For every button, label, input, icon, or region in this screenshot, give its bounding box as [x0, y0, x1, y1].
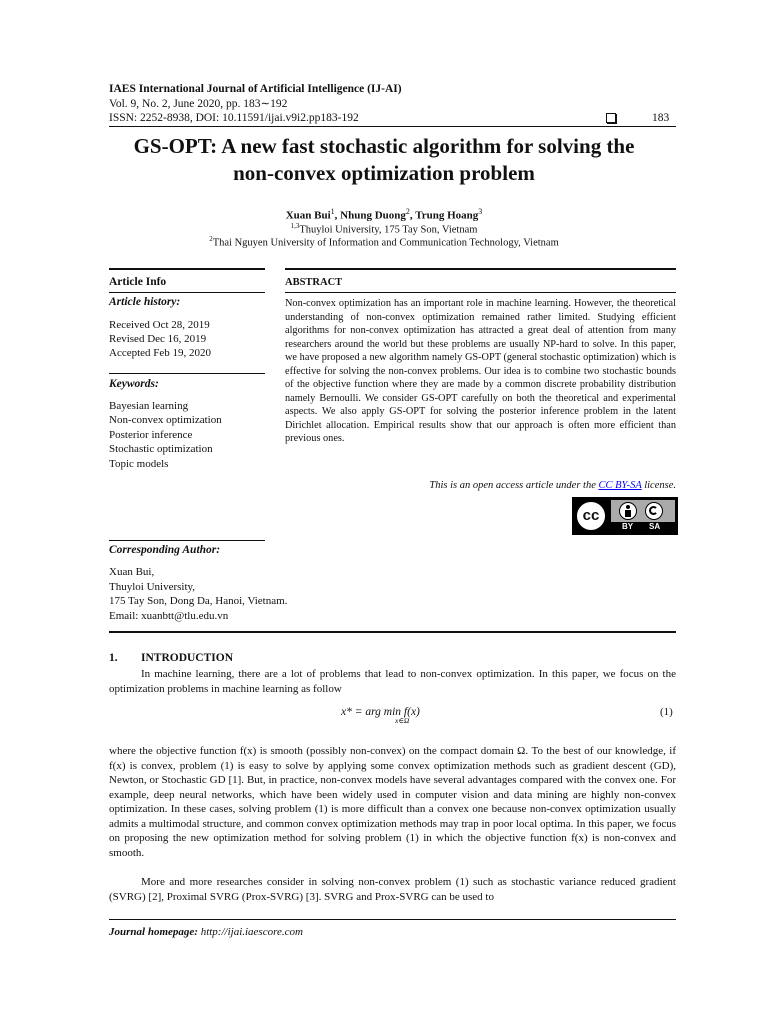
history-heading: Article history:: [109, 296, 181, 308]
share-alike-icon: [645, 502, 663, 520]
accepted-date: Accepted Feb 19, 2020: [109, 347, 212, 359]
affiliation-1: $^{1,3}$Thuyloi University, 175 Tay Son, Vietnam: [290, 222, 478, 236]
article-info-heading: Article Info: [109, 276, 167, 288]
license-line: This is an open access article under the CC BY-SA license.: [429, 480, 676, 491]
keyword-item: Bayesian learning: [109, 400, 189, 412]
article-info-rule: [109, 292, 265, 293]
corresponding-institution: Thuyloi University,: [109, 581, 196, 593]
abstract-text: Non-convex optimization has an important role in machine learning. However, the theoretical understanding of non-convex optimization remained rather limited. Studying efficient algorithms for non-convex optimization has attracted a great deal of attention from many researchers around the world but these problems are usually NP-hard to solve. In this paper, we have proposed a new algorithm namely GS-OPT (general stochastic optimization) which is effective for solving the non-convex problems. Our idea is to combine two stochastic bounds of the objective function where they are made by a common discrete probability distribution namely Bernoulli. We consider GS-OPT carefully on both the theoretical and experimental aspects. We also apply GS-OPT for solving the posterior inference problem in the latent Dirichlet allocation. Empirical results show that our approach is often more efficient than previous ones.: [285, 298, 676, 444]
square-icon: [606, 113, 616, 123]
intro-paragraph-3: More and more researches consider in solving non-convex problem (1) such as stochastic variance reduced gradient (SVRG) [2], Proximal SVRG (Prox-SVRG) [3]. SVRG and Prox-SVRG can be used to: [109, 876, 676, 903]
revised-date: Revised Dec 16, 2019: [109, 333, 207, 345]
abstract-rule: [285, 292, 676, 293]
homepage-link[interactable]: http://ijai.iaescore.com: [200, 926, 303, 938]
keywords-rule: [109, 373, 265, 374]
corresponding-email: Email: xuanbtt@tlu.edu.vn: [109, 610, 229, 622]
issn-doi: ISSN: 2252-8938, DOI: 10.11591/ijai.v9i2.pp183-192: [109, 112, 359, 124]
info-bottom-rule: [109, 631, 676, 633]
footer-rule: [109, 919, 676, 920]
equation-subscript: x∈Ω: [395, 716, 410, 725]
person-icon: [619, 502, 637, 520]
badge-sa-label: SA: [649, 522, 661, 531]
author-3: Trung Hoang: [415, 209, 479, 222]
keyword-item: Non-convex optimization: [109, 414, 222, 426]
corresponding-name: Xuan Bui,: [109, 566, 155, 578]
keyword-item: Topic models: [109, 458, 169, 470]
equation-1: x* = arg min f(x) x∈Ω: [341, 706, 420, 725]
section-title: INTRODUCTION: [141, 652, 234, 664]
title-line-2: non-convex optimization problem: [233, 161, 535, 185]
keyword-item: Posterior inference: [109, 429, 193, 441]
equation-number: (1): [660, 706, 673, 718]
keyword-item: Stochastic optimization: [109, 443, 213, 455]
intro-paragraph-2: where the objective function f(x) is smooth (possibly non-convex) on the compact domain Ω. To the best of our knowledge, if f(x) is convex, problem (1) is easy to solve by applying some convex optimization methods such as gradient descent (GD), Newton, or Stochastic GD [1]. But, in practice, non-convex models have several advantages compared with the convex one. For example, deep neural networks, which have been widely used in computer vision and data mining are highly non-convex optimization. In these cases, solving problem (1) is more difficult than a convex one because non-convex optimization usually admits a multimodal structure, and common convex optimization methods may trap in poor local optima. In this paper, we focus on proposing the new optimization method for solving problem (1) in which the objective function f(x) is non-convex and smooth.: [109, 745, 676, 859]
author-1: Xuan Bui: [285, 209, 331, 222]
author-2: Nhung Duong: [340, 209, 406, 222]
license-link[interactable]: CC BY-SA: [598, 480, 642, 491]
keywords-heading: Keywords:: [109, 378, 159, 390]
corresponding-rule: [109, 540, 265, 541]
title-line-1: GS-OPT: A new fast stochastic algorithm for solving the: [133, 134, 635, 158]
footer-homepage: Journal homepage: http://ijai.iaescore.com: [109, 926, 303, 938]
header-rule: [109, 126, 676, 127]
journal-name: IAES International Journal of Artificial Intelligence (IJ-AI): [109, 83, 402, 95]
affiliation-2: $^2$Thai Nguyen University of Information and Communication Technology, Vietnam: [209, 235, 559, 249]
corresponding-heading: Corresponding Author:: [109, 544, 221, 556]
abstract-heading: ABSTRACT: [285, 277, 343, 288]
corresponding-address: 175 Tay Son, Dong Da, Hanoi, Vietnam.: [109, 595, 288, 607]
volume-info: Vol. 9, No. 2, June 2020, pp. 183∼192: [109, 98, 288, 110]
received-date: Received Oct 28, 2019: [109, 319, 210, 331]
cc-by-sa-badge[interactable]: [572, 497, 678, 535]
page-number: 183: [652, 112, 670, 124]
section-number: 1.: [109, 652, 118, 664]
info-rule-left: [109, 268, 265, 270]
author-list: Xuan Bui$^1$, Nhung Duong$^2$, Trung Hoang$^3$: [285, 207, 483, 222]
intro-paragraph-1: In machine learning, there are a lot of problems that lead to non-convex optimization. In this paper, we focus on the optimization problems in machine learning as follow: [109, 668, 676, 695]
info-rule-right: [285, 268, 676, 270]
cc-icon: cc: [575, 500, 607, 532]
badge-by-label: BY: [622, 522, 634, 531]
paper-title: [60, 133, 708, 187]
